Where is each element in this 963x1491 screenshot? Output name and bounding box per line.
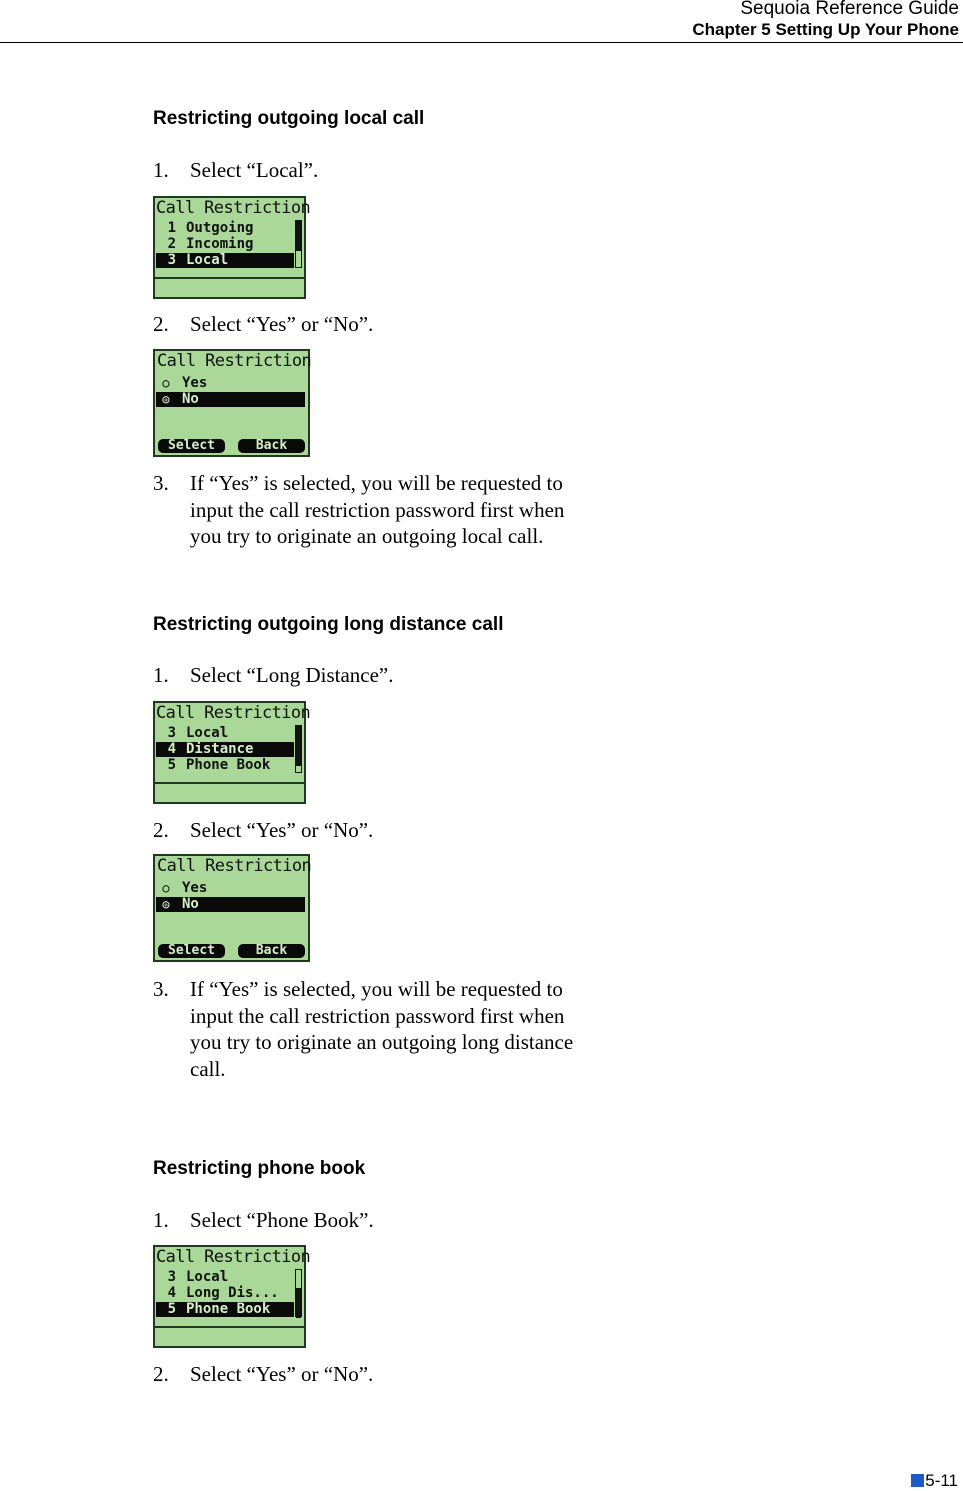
- step-text: Select “Phone Book”.: [190, 1208, 374, 1232]
- step-text: Select “Long Distance”.: [190, 663, 394, 687]
- guide-title: Sequoia Reference Guide: [740, 0, 959, 19]
- step-1: [153, 157, 593, 184]
- softkey-back: Back: [238, 944, 305, 958]
- step-number: 3.: [153, 471, 169, 495]
- step-number: 3.: [153, 977, 169, 1001]
- scrollbar-thumb: [296, 221, 301, 251]
- menu-item-number: 5: [167, 1301, 176, 1317]
- section-heading-long-distance: Restricting outgoing long distance call: [153, 614, 504, 635]
- menu-item-label: Incoming: [186, 236, 254, 252]
- radio-unselected-icon: ○: [162, 881, 170, 895]
- option-label: No: [182, 391, 199, 407]
- section-heading-phone-book: Restricting phone book: [153, 1158, 366, 1179]
- step-text: If “Yes” is selected, you will be requested to input the call restriction password first when you try to originate an outgoing local call.: [190, 471, 565, 548]
- phone-screen-call-restriction-menu: [153, 701, 311, 804]
- page-number-text: 5-11: [925, 1471, 958, 1490]
- scrollbar: [295, 725, 302, 773]
- step-number: 2.: [153, 312, 169, 336]
- screen-title: Call Restriction: [156, 198, 311, 218]
- menu-item-label: Phone Book: [186, 757, 271, 773]
- menu-item-number: 4: [167, 741, 176, 757]
- screen-title: Call Restriction: [156, 1247, 311, 1267]
- chapter-title: Chapter 5 Setting Up Your Phone: [692, 20, 959, 39]
- softkey-bar: [155, 1326, 304, 1346]
- menu-item-label: Local: [186, 252, 229, 268]
- screen-title: Call Restriction: [157, 351, 312, 371]
- menu-item-number: 2: [167, 236, 176, 252]
- scrollbar: [295, 220, 302, 268]
- header-divider: [0, 42, 963, 43]
- screen-title: Call Restriction: [157, 856, 312, 876]
- step-2: [153, 817, 593, 844]
- option-yes: [156, 376, 305, 391]
- step-number: 1.: [153, 1208, 169, 1232]
- step-number: 1.: [153, 663, 169, 687]
- menu-item-selected: [156, 742, 294, 757]
- option-label: Yes: [182, 375, 208, 391]
- scrollbar: [295, 1269, 302, 1317]
- section-heading-local-call: Restricting outgoing local call: [153, 108, 425, 129]
- scrollbar-thumb: [296, 726, 301, 766]
- option-yes: [156, 881, 305, 896]
- menu-item: [156, 237, 294, 252]
- menu-item-number: 1: [167, 220, 176, 236]
- step-2: [153, 311, 593, 338]
- radio-selected-icon: ◎: [162, 392, 170, 406]
- option-no-selected: [156, 897, 305, 912]
- radio-unselected-icon: ○: [162, 376, 170, 390]
- menu-item: [156, 1270, 294, 1285]
- menu-item-number: 3: [167, 1269, 176, 1285]
- menu-item-label: Local: [186, 725, 229, 741]
- menu-item-label: Distance: [186, 741, 254, 757]
- menu-item-selected: [156, 253, 294, 268]
- menu-item-number: 3: [167, 725, 176, 741]
- option-label: No: [182, 896, 199, 912]
- phone-screen-call-restriction-menu: [153, 196, 311, 299]
- screen-title: Call Restriction: [156, 703, 311, 723]
- menu-item-number: 4: [167, 1285, 176, 1301]
- option-label: Yes: [182, 880, 208, 896]
- step-number: 1.: [153, 158, 169, 182]
- menu-item: [156, 1286, 294, 1301]
- step-text: Select “Yes” or “No”.: [190, 312, 374, 336]
- step-number: 2.: [153, 818, 169, 842]
- step-3: [153, 470, 593, 550]
- softkey-select: Select: [158, 439, 225, 453]
- menu-item-label: Local: [186, 1269, 229, 1285]
- menu-item-number: 3: [167, 252, 176, 268]
- page-marker-icon: [911, 1474, 924, 1487]
- scrollbar-thumb: [296, 1288, 301, 1318]
- step-2: [153, 1361, 593, 1388]
- phone-screen-yes-no: [153, 349, 310, 457]
- step-text: Select “Yes” or “No”.: [190, 1362, 374, 1386]
- option-no-selected: [156, 392, 305, 407]
- phone-screen-yes-no: [153, 854, 310, 962]
- page-number: [911, 1471, 958, 1491]
- step-text: Select “Yes” or “No”.: [190, 818, 374, 842]
- step-text: Select “Local”.: [190, 158, 319, 182]
- menu-item: [156, 726, 294, 741]
- step-3: [153, 976, 593, 1082]
- menu-item-label: Phone Book: [186, 1301, 271, 1317]
- radio-selected-icon: ◎: [162, 897, 170, 911]
- softkey-bar: [155, 277, 304, 297]
- softkey-back: Back: [238, 439, 305, 453]
- menu-item: [156, 758, 294, 773]
- step-1: [153, 1207, 593, 1234]
- menu-item-number: 5: [167, 757, 176, 773]
- softkey-bar: [155, 782, 304, 802]
- menu-item-label: Long Dis...: [186, 1285, 279, 1301]
- softkey-select: Select: [158, 944, 225, 958]
- menu-item-selected: [156, 1302, 294, 1317]
- step-1: [153, 662, 593, 689]
- step-number: 2.: [153, 1362, 169, 1386]
- phone-screen-call-restriction-menu: [153, 1245, 311, 1348]
- menu-item: [156, 221, 294, 236]
- step-text: If “Yes” is selected, you will be requested to input the call restriction password first when you try to originate an outgoing long distance call.: [190, 977, 574, 1081]
- menu-item-label: Outgoing: [186, 220, 254, 236]
